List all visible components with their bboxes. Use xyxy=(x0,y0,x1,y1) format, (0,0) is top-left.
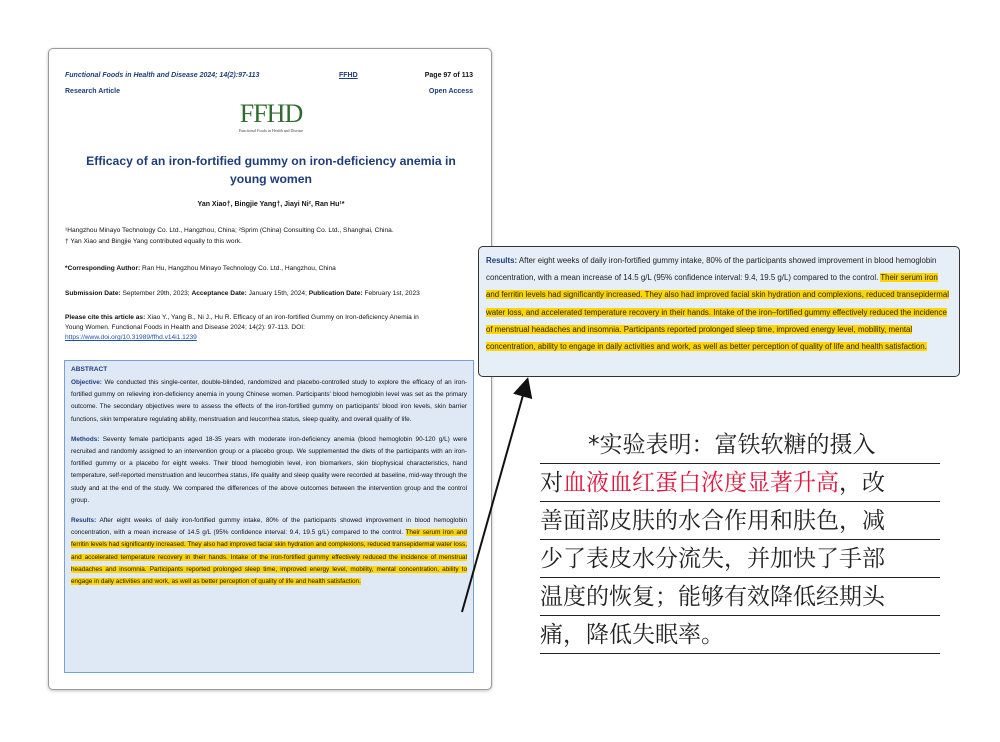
corr-text: Ran Hu, Hangzhou Minayo Technology Co. Ltd., Hangzhou, China xyxy=(140,265,336,272)
title-line-2: young women xyxy=(230,172,312,186)
title-line-1: Efficacy of an iron-fortified gummy on iron-deficiency anemia in xyxy=(86,154,456,168)
results-label: Results: xyxy=(71,517,97,525)
objective-text: We conducted this single-center, double-blinded, randomized and placebo-controlled study to explore the efficacy of an iron-fortified gummy on relieving iron-deficiency anemia in young Chinese women. Participants' blood hemoglobin level was set as the primary outcome. The secondary objectives were to assess the effects of the iron-fortified gummy on participants' blood iron levels, skin barrier functions, skin temperature regulating ability, menstruation and leucorrhea status, sleep quality, and overall quality of life. xyxy=(71,379,467,423)
methods-label: Methods: xyxy=(71,435,100,443)
note-emphasis: 血液血红蛋白浓度显著升高 xyxy=(563,470,839,496)
acceptance-date: January 15th, 2024; xyxy=(246,290,309,297)
chinese-annotation xyxy=(540,426,940,654)
author-list: Yan Xiao†, Bingjie Yang†, Jiayi Ni², Ran Hu¹* xyxy=(197,201,345,208)
note-line-4: 少了表皮水分流失，并加快了手部 xyxy=(540,540,940,578)
submission-date: September 29th, 2023; xyxy=(120,290,192,297)
publication-date: February 1st, 2023 xyxy=(362,290,420,297)
abstract-heading: ABSTRACT xyxy=(71,366,108,373)
objective-label: Objective: xyxy=(71,379,102,386)
logo-subtitle: Functional Foods in Health and Disease xyxy=(239,128,303,133)
note-line-2 xyxy=(540,464,940,502)
open-access-label: Open Access xyxy=(428,88,473,95)
ffhd-link[interactable]: FFHD xyxy=(339,72,358,79)
publication-label: Publication Date: xyxy=(308,290,363,297)
note-line-2-pre: 对 xyxy=(540,470,563,496)
doi-link[interactable]: https://www.doi.org/10.31989/ffhd.v14i1.1239 xyxy=(65,334,197,341)
note-line-1: *实验表明：富铁软糖的摄入 xyxy=(540,426,940,464)
submission-label: Submission Date: xyxy=(65,290,121,297)
callout-text: After eight weeks of daily iron-fortified gummy intake, 80% of the participants showed improvement in blood hemoglobin concentration, with a mean increase of 14.5 g/L (95% confidence interval: 9.4, 19.5 g/L) compared to the control. xyxy=(486,256,937,283)
page-number: Page 97 of 113 xyxy=(424,72,473,79)
corr-label: *Corresponding Author: xyxy=(65,265,141,272)
note-line-5: 温度的恢复；能够有效降低经期头 xyxy=(540,578,940,616)
callout-label: Results: xyxy=(486,256,518,265)
note-line-6: 痛，降低失眠率。 xyxy=(540,616,940,654)
affiliation-2: † Yan Xiao and Bingjie Yang contributed equally to this work. xyxy=(65,238,242,245)
results-text: After eight weeks of daily iron-fortified gummy intake, 80% of the participants showed improvement in blood hemoglobin concentration, with a mean increase of 14.5 g/L (95% confidence interval: 9.4, 19.5 g/L) compared to the control. xyxy=(71,517,467,537)
callout-highlight: Their serum iron and ferritin levels had significantly increased. They also had improved facial skin hydration and complexions, reduced transepidermal water loss, and accelerated temperature recovery in their hands. Intake of the iron–fortified gummy effectively reduced the incidence of menstrual headaches and insomnia. Participants reported prolonged sleep time, improved energy level, mobility, mental concentration, ability to engage in daily activities and work, as well as better perception of quality of life and health satisfaction. xyxy=(486,273,950,352)
logo-text: FFHD xyxy=(239,99,303,128)
article-type: Research Article xyxy=(65,88,120,95)
methods-text: Seventy female participants aged 18-35 years with moderate iron-deficiency anemia (blood hemoglobin 90-120 g/L) were recruited and randomly assigned to an intervention group or a placebo group. We supplemented the diets of the participants with an iron-fortified gummy or a placebo for eight weeks. Their blood hemoglobin level, iron biomarkers, skin biophysical characteristics, hand temperature, self-reported menstruation and leucorrhea status, life quality and sleep quality were recorded at baseline, mid-way through the study and at the end of the study. We compared the differences of the above outcomes between the intervention group and the control group. xyxy=(71,435,467,504)
results-highlight: Their serum iron and ferritin levels had significantly increased. They also had improved facial skin hydration and complexions, reduced transepidermal water loss, and accelerated temperature recovery in their hands. Intake of the iron-fortified gummy effectively reduced the incidence of menstrual headaches and insomnia. Participants reported prolonged sleep time, improved energy level, mobility, mental concentration, ability to engage in daily activities and work, as well as better perception of quality of life and health satisfaction. xyxy=(71,529,467,586)
arrow-line xyxy=(462,381,527,612)
acceptance-label: Acceptance Date: xyxy=(191,290,247,297)
cite-label: Please cite this article as: xyxy=(65,314,146,321)
journal-citation: Functional Foods in Health and Disease 2024; 14(2):97-113 xyxy=(65,72,260,79)
cite-text-2: Young Women. Functional Foods in Health and Disease 2024; 14(2): 97-113. DOI: xyxy=(65,324,305,331)
cite-text-1: Xiao Y., Yang B., Ni J., Hu R. Efficacy of an iron-fortified Gummy on Iron-deficiency Anemia in xyxy=(145,314,419,321)
note-line-3: 善面部皮肤的水合作用和肤色，减 xyxy=(540,502,940,540)
note-line-2-post: ，改 xyxy=(839,470,885,496)
affiliation-1: ¹Hangzhou Minayo Technology Co. Ltd., Hangzhou, China; ²Sprim (China) Consulting Co. Ltd., Shanghai, China. xyxy=(65,227,394,234)
